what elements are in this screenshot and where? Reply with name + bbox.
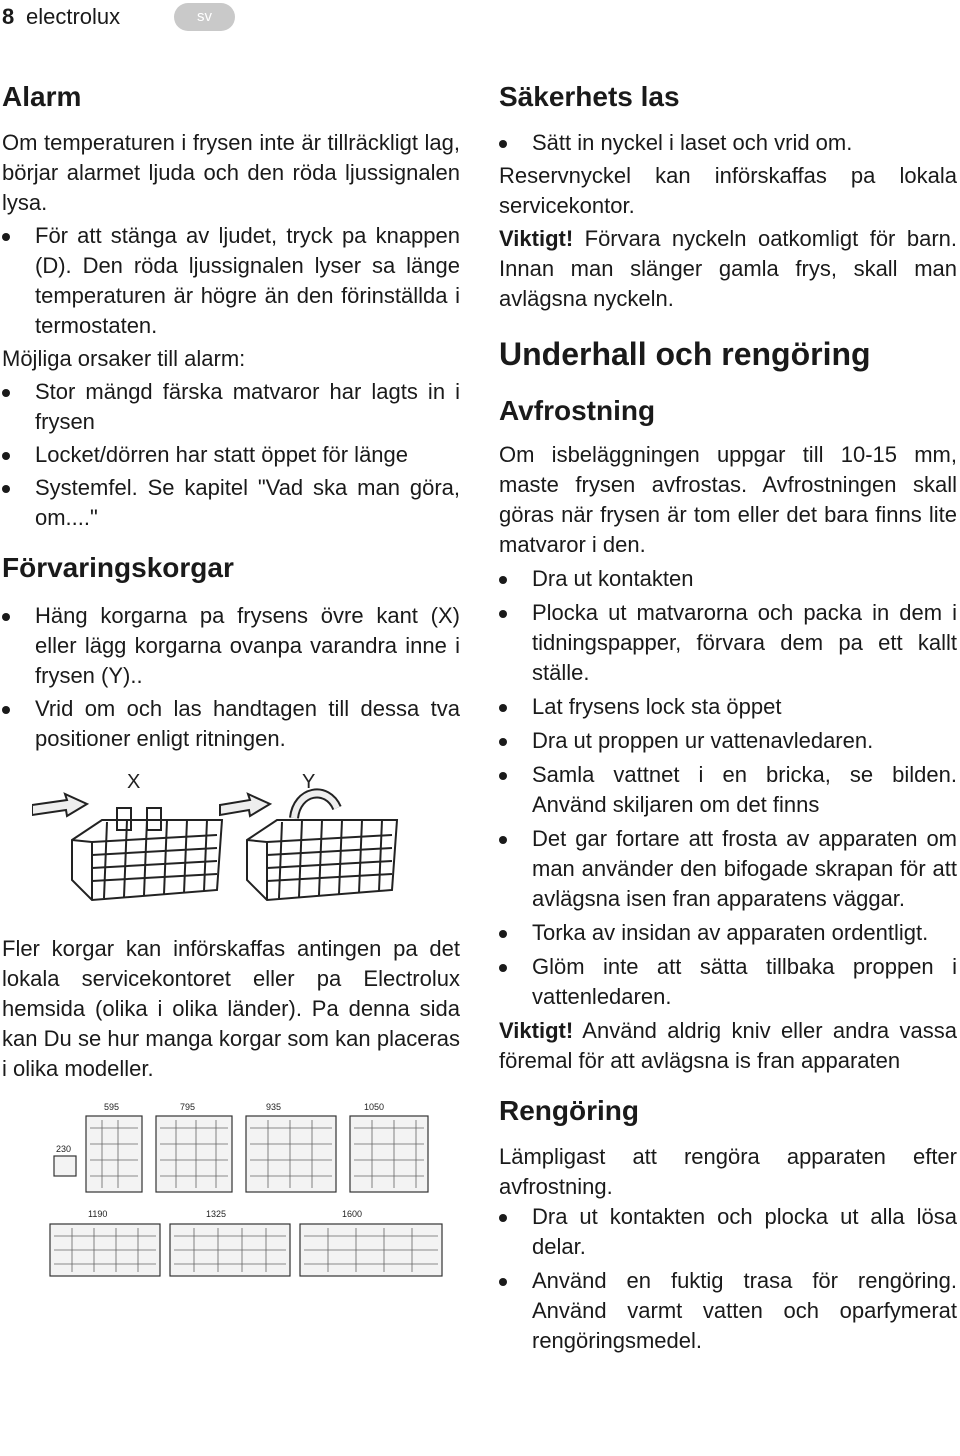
important-text: Förvara nyckeln oatkomligt för barn. Innan man slänger gamla frys, skall man avlägsna nyckeln.	[499, 226, 957, 311]
model-label: 1190	[88, 1209, 108, 1219]
figure-label-y: Y	[302, 771, 316, 793]
lock-heading: Säkerhets las	[499, 81, 680, 112]
defrost-step: Glöm inte att sätta tillbaka proppen i vattenledaren.	[499, 952, 957, 1012]
cleaning-step: Använd en fuktig trasa för rengöring. Använd varmt vatten och oparfymerat rengöringsmedel.	[499, 1266, 957, 1356]
defrost-step: Plocka ut matvarorna och packa in dem i tidningspapper, förvara dem pa ett kallt ställe.	[499, 598, 957, 688]
defrost-step: Lat frysens lock sta öppet	[499, 692, 957, 722]
arrow-x-icon	[32, 794, 87, 816]
defrost-intro: Om isbeläggningen uppgar till 10-15 mm, maste frysen avfrostas. Avfrostningen skall göras när frysen är tom eller det bara finns lite matvaror i den.	[499, 442, 957, 557]
defrost-step: Samla vattnet i en bricka, se bilden. Använd skiljaren om det finns	[499, 760, 957, 820]
cause-item: Locket/dörren har statt öppet för länge	[2, 440, 460, 470]
basket-y-icon	[247, 793, 397, 900]
model-label: 595	[104, 1102, 120, 1112]
cause-item: Systemfel. Se kapitel "Vad ska man göra, om...."	[2, 473, 460, 533]
more-baskets-text: Fler korgar kan införskaffas antingen pa det lokala servicekontoret eller pa Electrolux hemsida (olika i olika länder). Pa denna sida kan Du se hur manga korgar som kan placeras i olika modeller.	[2, 936, 460, 1081]
alarm-heading: Alarm	[2, 81, 82, 112]
defrost-important	[499, 1016, 957, 1076]
model-label: 1050	[364, 1102, 385, 1112]
figure-label-x: X	[127, 771, 141, 793]
maintenance-heading: Underhall och rengöring	[499, 336, 871, 372]
defrost-step: Dra ut proppen ur vattenavledaren.	[499, 726, 957, 756]
lock-important	[499, 224, 957, 314]
page-header	[0, 0, 960, 40]
arrow-y-icon	[220, 794, 270, 816]
important-label: Viktigt!	[499, 226, 574, 251]
alarm-bullet: För att stänga av ljudet, tryck pa knappen (D). Den röda ljussignalen lyser sa länge temperaturen är högre än den förinställda i termostaten.	[2, 221, 460, 341]
defrost-step: Det gar fortare att frosta av apparaten om man använder den bifogade skrapan för att avlägsna isen fran apparatens väggar.	[499, 824, 957, 914]
model-label: 935	[266, 1102, 282, 1112]
cleaning-step: Dra ut kontakten och plocka ut alla lösa delar.	[499, 1202, 957, 1262]
language-badge: sv	[174, 3, 235, 31]
defrost-step: Dra ut kontakten	[499, 564, 957, 594]
cleaning-intro: Lämpligast att rengöra apparaten efter avfrostning.	[499, 1144, 957, 1199]
cleaning-heading: Rengöring	[499, 1095, 639, 1126]
model-label: 230	[56, 1144, 72, 1154]
defrost-step: Torka av insidan av apparaten ordentligt.	[499, 918, 957, 948]
model-label: 1600	[342, 1209, 363, 1219]
model-label: 795	[180, 1102, 196, 1112]
important-text: Använd aldrig kniv eller andra vassa föremal för att avlägsna is fran apparaten	[499, 1018, 957, 1073]
baskets-item: Häng korgarna pa frysens övre kant (X) eller lägg korgarna ovanpa varandra inne i frysen (Y)..	[2, 601, 460, 691]
page-number: 8	[2, 4, 15, 29]
alarm-intro: Om temperaturen i frysen inte är tillräckligt lag, börjar alarmet ljuda och den röda ljussignalen lysa.	[2, 130, 460, 215]
lock-bullet: Sätt in nyckel i laset och vrid om.	[499, 128, 957, 158]
right-column	[499, 74, 957, 1356]
causes-label: Möjliga orsaker till alarm:	[2, 346, 246, 371]
cause-item: Stor mängd färska matvaror har lagts in i frysen	[2, 377, 460, 437]
brand-name: electrolux	[26, 4, 121, 29]
basket-illustration	[32, 760, 452, 920]
left-column	[2, 74, 460, 1280]
important-label: Viktigt!	[499, 1018, 574, 1043]
defrost-heading: Avfrostning	[499, 395, 656, 426]
model-label: 1325	[206, 1209, 227, 1219]
baskets-heading: Förvaringskorgar	[2, 552, 234, 583]
model-layouts-diagram	[46, 1100, 446, 1280]
basket-x-icon	[72, 808, 222, 900]
baskets-item: Vrid om och las handtagen till dessa tva positioner enligt ritningen.	[2, 694, 460, 754]
lock-text: Reservnyckel kan införskaffas pa lokala servicekontor.	[499, 163, 957, 218]
